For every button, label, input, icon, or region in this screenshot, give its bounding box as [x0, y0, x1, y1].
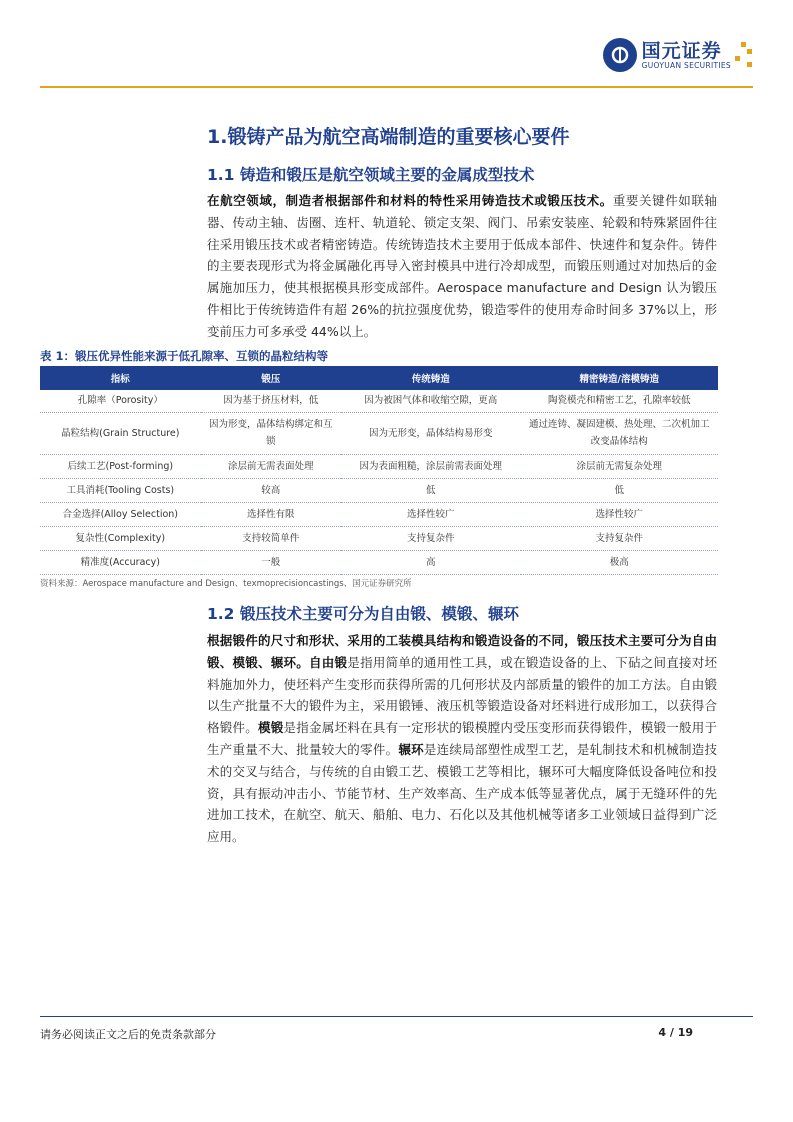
table-cell: 因为表面粗糙，涂层前需表面处理	[341, 454, 521, 478]
logo-name-en: GUOYUAN SECURITIES	[641, 60, 731, 70]
table-cell: 选择性有限	[201, 502, 341, 526]
paragraph-lead: 在航空领域，制造者根据部件和材料的特性采用铸造技术或锻压技术。	[207, 193, 613, 208]
logo-dots-icon	[735, 42, 753, 68]
table-cell: 工具消耗(Tooling Costs)	[40, 478, 201, 502]
table-cell: 因为基于挤压材料，低	[201, 390, 341, 412]
paragraph-body: 是连续局部塑性成型工艺，是轧制技术和机械制造技术的交叉与结合，与传统的自由锻工艺、模锻工艺等相比，辗环可大幅度降低设备吨位和投资，具有振动冲击小、节能节材、生产效率高、生产成本低等显著优点，属于无缝环件的先进加工技术，在航空、航天、船舶、电力、石化以及其他机械等诸多工业领域日益得到广泛应用。	[207, 741, 717, 845]
column-header: 传统铸造	[341, 366, 521, 390]
table-row	[40, 502, 718, 526]
table-cell: 陶瓷模壳和精密工艺，孔隙率较低	[521, 390, 718, 412]
logo-mark-icon	[603, 38, 637, 72]
term-free-forging: 自由锻	[309, 654, 348, 670]
table-header-row	[40, 366, 718, 390]
table-cell: 因为无形变，晶体结构易形变	[341, 412, 521, 454]
footer-disclaimer: 请务必阅读正文之后的免责条款部分	[40, 1028, 216, 1041]
table-cell: 支持较简单件	[201, 526, 341, 550]
table-cell: 涂层前无需复杂处理	[521, 454, 718, 478]
table-cell: 晶粒结构(Grain Structure)	[40, 412, 201, 454]
table-row	[40, 526, 718, 550]
table-cell: 合金选择(Alloy Selection)	[40, 502, 201, 526]
table-row	[40, 390, 718, 412]
table-cell: 支持复杂件	[341, 526, 521, 550]
table-cell: 孔隙率（Porosity）	[40, 390, 201, 412]
section-1-2-paragraph	[207, 630, 717, 848]
term-die-forging: 模锻	[258, 720, 284, 736]
table-cell: 精准度(Accuracy)	[40, 550, 201, 574]
table-cell: 一般	[201, 550, 341, 574]
column-header: 指标	[40, 366, 201, 390]
paragraph-body: 是指金属坯料在具有一定形状的锻模膛内受压变形而获得锻件，模锻一般用于生产重量不大、批量较大的零件。	[207, 720, 717, 757]
column-header: 精密铸造/溶模铸造	[521, 366, 718, 390]
comparison-table	[40, 366, 718, 575]
page-number: 4 / 19	[658, 1026, 693, 1039]
table-cell: 因为形变，晶体结构绑定和互锁	[201, 412, 341, 454]
column-header: 锻压	[201, 366, 341, 390]
table-cell: 涂层前无需表面处理	[201, 454, 341, 478]
footer-divider	[40, 1016, 753, 1017]
paragraph-lead: 根据锻件的尺寸和形状、采用的工装模具结构和锻造设备的不同，锻压技术主要可分为自由锻、模锻、辗环。	[207, 633, 717, 670]
paragraph-body: 重要关键件如联轴器、传动主轴、齿圈、连杆、轨道轮、锁定支架、阀门、吊索安装座、轮毂和特殊紧固件往往采用锻压技术或者精密铸造。传统铸造技术主要用于低成本部件、快速件和复杂件。铸件的主要表现形式为将金属融化再导入密封模具中进行冷却成型，而锻压则通过对加热后的金属施加压力，使其根据模具形变成部件。Aerospace manufacture and Design 认为锻压件相比于传统铸造件有超 26%的抗拉强度优势，锻造零件的使用寿命时间多 37%以上，形变前压力可多承受 44%以上。	[207, 193, 717, 339]
table-cell: 较高	[201, 478, 341, 502]
table-source-note: 资料来源：Aerospace manufacture and Design、texmoprecisioncastings、国元证券研究所	[40, 579, 412, 589]
table-cell: 支持复杂件	[521, 526, 718, 550]
table-cell: 通过连铸、凝固建模、热处理、二次机加工改变晶体结构	[521, 412, 718, 454]
term-ring-rolling: 辗环	[398, 741, 424, 757]
table-row	[40, 478, 718, 502]
section-1-1-paragraph	[207, 190, 717, 343]
section-title-1-2: 1.2 锻压技术主要可分为自由锻、模锻、辗环	[207, 605, 519, 623]
table-cell: 选择性较广	[341, 502, 521, 526]
table-cell: 因为被困气体和收缩空隙，更高	[341, 390, 521, 412]
section-title-1-1: 1.1 铸造和锻压是航空领域主要的金属成型技术	[207, 166, 535, 184]
paragraph-body: 是指用简单的通用性工具，或在锻造设备的上、下砧之间直接对坯料施加外力，使坯料产生变形而获得所需的几何形状及内部质量的锻件的加工方法。自由锻以生产批量不大的锻件为主，采用锻锤、液压机等锻造设备对坯料进行成形加工，以获得合格锻件。	[207, 654, 717, 736]
logo-name-cn: 国元证券	[641, 39, 722, 62]
table-cell: 后续工艺(Post-forming)	[40, 454, 201, 478]
section-title-1: 1.锻铸产品为航空高端制造的重要核心要件	[207, 126, 570, 148]
table-cell: 高	[341, 550, 521, 574]
company-logo	[603, 38, 753, 72]
page-header	[40, 0, 753, 90]
table-title: 表 1：锻压优异性能来源于低孔隙率、互锁的晶粒结构等	[40, 349, 329, 363]
table-cell: 极高	[521, 550, 718, 574]
table-row	[40, 412, 718, 454]
table-cell: 低	[341, 478, 521, 502]
table-cell: 选择性较广	[521, 502, 718, 526]
table-cell: 低	[521, 478, 718, 502]
table-cell: 复杂性(Complexity)	[40, 526, 201, 550]
table-row	[40, 454, 718, 478]
table-row	[40, 550, 718, 574]
header-divider	[40, 86, 753, 88]
